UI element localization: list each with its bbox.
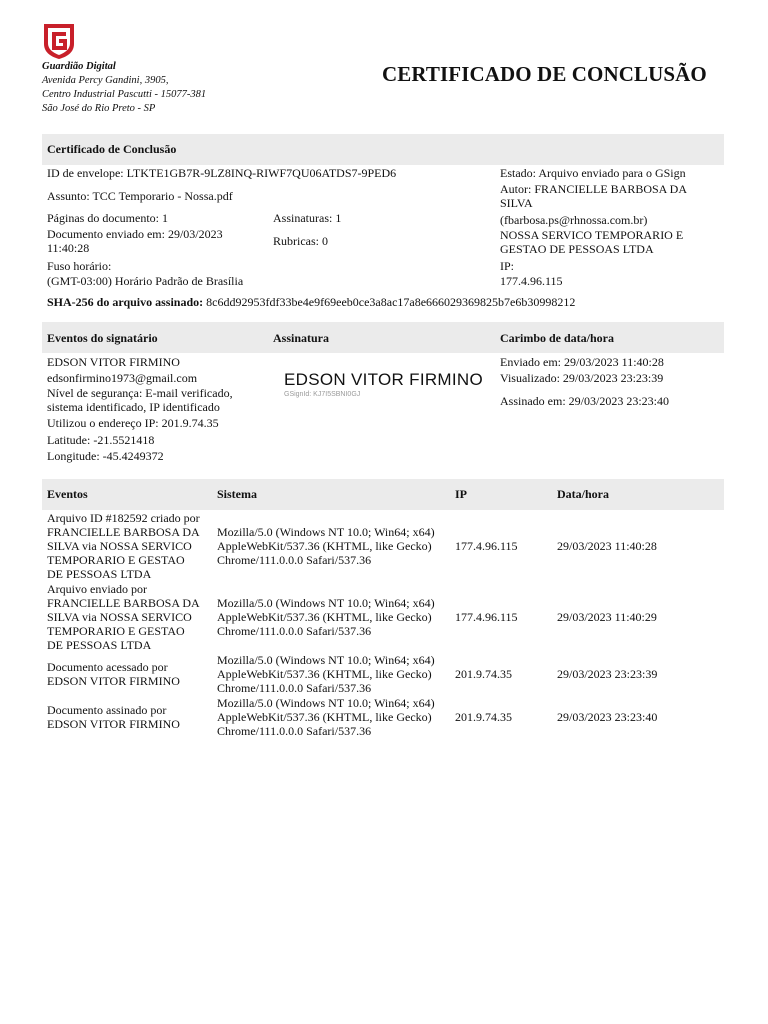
system-column-title: Sistema: [217, 487, 257, 501]
system-cell: [217, 653, 435, 695]
viewed-timestamp: Visualizado: 29/03/2023 23:23:39: [500, 371, 664, 385]
event-line: Arquivo ID #182592 criado por: [47, 511, 200, 525]
event-line: SILVA via NOSSA SERVICO: [47, 610, 192, 624]
author-line: Autor: FRANCIELLE BARBOSA DA: [500, 182, 688, 196]
signer-longitude: Longitude: -45.4249372: [47, 449, 164, 463]
signature-id: GSignId: KJ7I5SBNI0GJ: [284, 391, 361, 398]
system-line: Chrome/111.0.0.0 Safari/537.36: [217, 724, 372, 738]
signer-timestamps: [500, 355, 669, 408]
table-row: [47, 582, 200, 652]
event-line: DE PESSOAS LTDA: [47, 638, 152, 652]
signer-ip: Utilizou o endereço IP: 201.9.74.35: [47, 416, 219, 430]
page-count: Páginas do documento: 1: [47, 211, 168, 225]
ip-value: 177.4.96.115: [500, 274, 563, 288]
table-row: [47, 660, 180, 688]
certificate-section-header: [42, 134, 724, 165]
system-line: Mozilla/5.0 (Windows NT 10.0; Win64; x64): [217, 696, 435, 710]
author-line: SILVA: [500, 196, 533, 210]
signature-column-title: Assinatura: [273, 331, 330, 345]
ip-cell: 201.9.74.35: [455, 710, 512, 724]
sent-date-line: 11:40:28: [47, 241, 90, 255]
sha256-label: SHA-256 do arquivo assinado:: [47, 295, 204, 309]
author-block: [500, 182, 687, 227]
company-block: [500, 228, 683, 256]
signer-email: edsonfirmino1973@gmail.com: [47, 370, 198, 385]
signer-latitude: Latitude: -21.5521418: [47, 432, 155, 447]
company-line: GESTAO DE PESSOAS LTDA: [500, 242, 654, 256]
sent-timestamp: Enviado em: 29/03/2023 11:40:28: [500, 355, 664, 369]
event-line: EDSON VITOR FIRMINO: [47, 717, 180, 731]
signer-events-title: Eventos do signatário: [47, 331, 158, 345]
address-line: São José do Rio Preto - SP: [42, 103, 156, 114]
ip-cell: 177.4.96.115: [455, 539, 518, 553]
timezone-label: Fuso horário:: [47, 259, 112, 273]
event-line: DE PESSOAS LTDA: [47, 567, 152, 581]
timezone-value: (GMT-03:00) Horário Padrão de Brasília: [47, 274, 244, 288]
event-line: SILVA via NOSSA SERVICO: [47, 539, 192, 553]
envelope-status: Estado: Arquivo enviado para o GSign: [500, 166, 686, 180]
signer-details: [47, 355, 233, 465]
datetime-cell: 29/03/2023 11:40:29: [557, 610, 657, 624]
event-line: Arquivo enviado por: [47, 582, 147, 596]
system-line: Mozilla/5.0 (Windows NT 10.0; Win64; x64): [217, 525, 435, 539]
datetime-column-title: Data/hora: [557, 487, 609, 501]
sent-date-line: Documento enviado em: 29/03/2023: [47, 227, 223, 241]
event-line: TEMPORARIO E GESTAO: [47, 553, 185, 567]
datetime-cell: 29/03/2023 11:40:28: [557, 539, 657, 553]
document-subject: Assunto: TCC Temporario - Nossa.pdf: [47, 189, 233, 203]
system-line: AppleWebKit/537.36 (KHTML, like Gecko): [217, 539, 432, 553]
system-line: Mozilla/5.0 (Windows NT 10.0; Win64; x64): [217, 653, 435, 667]
system-line: AppleWebKit/537.36 (KHTML, like Gecko): [217, 710, 432, 724]
ip-column-title: IP: [455, 487, 467, 501]
envelope-id: ID de envelope: LTKTE1GB7R-9LZ8INQ-RIWF7QU06ATDS7-9PED6: [47, 166, 397, 180]
events-column-title: Eventos: [47, 487, 88, 501]
event-line: EDSON VITOR FIRMINO: [47, 674, 180, 688]
section-title: Certificado de Conclusão: [47, 142, 177, 156]
system-line: Chrome/111.0.0.0 Safari/537.36: [217, 681, 372, 695]
signed-timestamp: Assinado em: 29/03/2023 23:23:40: [500, 394, 669, 408]
initials-count: Rubricas: 0: [273, 234, 328, 248]
event-line: TEMPORARIO E GESTAO: [47, 624, 185, 638]
system-line: Chrome/111.0.0.0 Safari/537.36: [217, 624, 372, 638]
company-line: NOSSA SERVICO TEMPORARIO E: [500, 228, 684, 242]
system-cell: [217, 525, 435, 567]
address-line: Avenida Percy Gandini, 3905,: [42, 75, 169, 86]
table-row: [47, 511, 200, 581]
company-name: Guardião Digital: [42, 61, 116, 72]
sha256-row: [47, 295, 575, 309]
ip-cell: 177.4.96.115: [455, 610, 518, 624]
timezone-block: [47, 259, 243, 288]
event-line: Documento assinado por: [47, 703, 167, 717]
system-cell: [217, 696, 435, 738]
signature-image-text: EDSON VITOR FIRMINO: [284, 370, 484, 389]
signer-name: EDSON VITOR FIRMINO: [47, 355, 180, 369]
system-line: Chrome/111.0.0.0 Safari/537.36: [217, 553, 372, 567]
system-line: AppleWebKit/537.36 (KHTML, like Gecko): [217, 610, 432, 624]
table-row: [47, 703, 180, 731]
event-line: FRANCIELLE BARBOSA DA: [47, 525, 200, 539]
datetime-cell: 29/03/2023 23:23:39: [557, 667, 658, 681]
security-level-line: sistema identificado, IP identificado: [47, 400, 220, 414]
system-line: Mozilla/5.0 (Windows NT 10.0; Win64; x64): [217, 596, 435, 610]
guardiao-digital-logo: [42, 22, 76, 60]
company-address-block: [42, 60, 206, 116]
document-title: CERTIFICADO DE CONCLUSÃO: [382, 62, 707, 86]
system-line: AppleWebKit/537.36 (KHTML, like Gecko): [217, 667, 432, 681]
sent-date-block: [47, 227, 223, 255]
security-level-line: Nível de segurança: E-mail verificado,: [47, 386, 233, 400]
ip-label: IP:: [500, 259, 515, 273]
events-table-header: [42, 479, 724, 510]
ip-block: [500, 259, 563, 288]
signer-events-header: [42, 322, 724, 353]
ip-cell: 201.9.74.35: [455, 667, 512, 681]
datetime-cell: 29/03/2023 23:23:40: [557, 710, 658, 724]
event-line: FRANCIELLE BARBOSA DA: [47, 596, 200, 610]
timestamp-column-title: Carimbo de data/hora: [500, 331, 614, 345]
event-line: Documento acessado por: [47, 660, 168, 674]
author-email: (fbarbosa.ps@rhnossa.com.br): [500, 213, 648, 227]
system-cell: [217, 596, 435, 638]
address-line: Centro Industrial Pascutti - 15077-381: [42, 89, 207, 100]
sha256-value: 8c6dd92953fdf33be4e9f69eeb0ce3a8ac17a8e666029369825b7e6b30998212: [206, 295, 576, 309]
signature-count: Assinaturas: 1: [273, 211, 342, 225]
